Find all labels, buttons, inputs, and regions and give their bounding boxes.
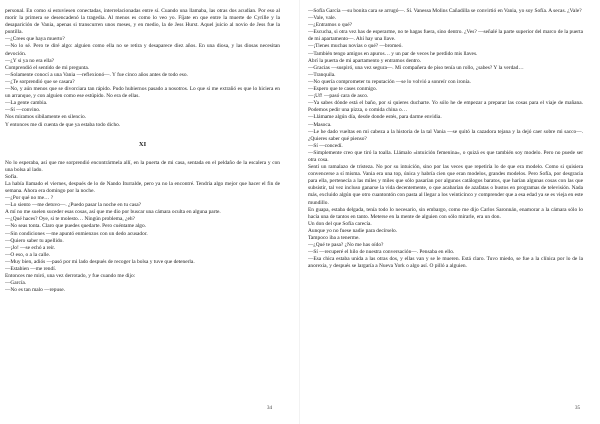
paragraph: —¿Entramos o qué?	[308, 22, 353, 29]
left-text-top	[5, 8, 280, 129]
paragraph: Entonces me miró, una vez derrotado, y fue cuando me dijo:	[5, 273, 136, 280]
paragraph: —O eso, o a la calle.	[5, 251, 51, 258]
paragraph: —¿Qué haces? Oye, si te molesto… Ningún problema, ¿eh?	[5, 216, 135, 223]
right-text	[308, 8, 583, 270]
gutter-divider	[299, 0, 300, 424]
paragraph: No lo esperaba, así que me sorprendió encontrármela allí, en la puerta de mi casa, sentada en el peldaño de la escalera y con una bolsa al lado.	[5, 159, 280, 173]
paragraph: —No quería comprometer tu reputación —se lo volvió a sonreír con ironía.	[308, 78, 471, 85]
paragraph: Aunque yo no fuese nadie para decírselo.	[308, 227, 398, 234]
paragraph: —¿Y si ya no era ella?	[5, 57, 55, 64]
paragraph: —Vale, vale.	[308, 15, 336, 22]
paragraph: —¡Jo! —se echó a reír.	[5, 244, 56, 251]
paragraph: —Sí —concedí.	[308, 142, 343, 149]
paragraph: A mí no me suelen suceder esas cosas, así que me dio por buscar una cámara oculta en alguna parte.	[5, 209, 221, 216]
paragraph: —No lo sé. Pero te diré algo: alguien como ella no se retira y desaparece diez años. En una diosa, y las diosas necesitan devoción.	[5, 43, 280, 57]
paragraph: —No, y aún menos que se divorciara tan rápido. Pudo hubiernos pasado a nosotros. Lo que sí me extrañó es que lo hiciera en un arranque, y con alguien como ese estúpido. No era de ellas.	[5, 86, 280, 100]
paragraph: Tampoco iba a tenerme.	[308, 235, 360, 241]
paragraph: —Escucha, si otra vez has de esperarme, no te hagas fuera, sino dentro. ¿Ves? —señalé la parte superior del marco de la puerta de mi apartamento—. Ahí hay una llave.	[308, 29, 583, 43]
right-page	[308, 8, 583, 413]
left-text-bottom	[5, 160, 280, 295]
paragraph: —Sí —recuperé el hilo de nuestra conversación—. Pensaba en ello.	[308, 249, 455, 256]
paragraph: —¿Te sorprendió que se casara?	[5, 78, 75, 85]
paragraph: —No seas tonta. Claro que puedes quedarte. Pero cuéntame algo.	[5, 223, 147, 230]
paragraph: —Estabien —me rendí.	[5, 266, 57, 272]
paragraph: —Espero que te cases conmigo.	[308, 86, 378, 93]
paragraph: —¿Por qué no me… ?	[5, 195, 54, 202]
paragraph: —Tranquila.	[308, 71, 336, 78]
paragraph: —Gracias —suspiró, una vez segura—. Mi compañera de piso tenía un rollo, ¿sabes? Y la verdad…	[308, 64, 524, 71]
paragraph: Sofía.	[5, 173, 18, 180]
paragraph: —García.	[5, 280, 27, 287]
paragraph: personal. En como si estuviesen conectadas, interrelacionadas entre sí. Cuando una llamaba, las otras dos acudían. Por eso al morir la primera se desencadenó la tragedia. Al menos es como lo veo yo. Fíjate en que entre la muerte de Cyrille y la desaparición de Vania, apenas si transcurren unos meses, y en medio, la de Jess Hurst. Aquel juicio al novio de Jess fue la puntilla.	[5, 8, 280, 36]
paragraph: —¡Uf! —pasó cara de asco.	[308, 93, 369, 100]
paragraph: —Solamente conocí a una Vania —reflexionó—. Y fue cinco años antes de todo eso.	[5, 71, 188, 78]
paragraph: Nos miramos sibilamente en silencio.	[5, 114, 86, 121]
paragraph: —Quiero saber tu apellido.	[5, 237, 64, 244]
paragraph: En guapa, estaba delgada, tenía todo lo necesario, sin embargo, como me dijo Carlos Saronnán, enamorar a la cámara sólo lo hacía una de tantos en tanto. Meterse en la mente de alguien con sólo mirarle, era un don.	[308, 206, 583, 220]
paragraph: —¿Crees que haya muerto?	[5, 36, 65, 43]
paragraph: La había llamado el viernes, después de lo de Nando Iturralde, pero ya no la encontré. Tendría algo mejor que hacer el fin de semana. Ahora era domingo por la noche.	[5, 180, 280, 194]
paragraph: —Masoca.	[308, 121, 332, 128]
left-page	[5, 8, 280, 413]
paragraph: —Sin condiciones —me apuntó enmienzos con un dedo acusador.	[5, 230, 148, 237]
page-number-right: 35	[575, 406, 580, 411]
chapter-heading: XI	[138, 140, 147, 148]
paragraph: —Simplemente creo que tiró la toalla. Llámalo «intuición femenina», o quizá es que también soy modelo. Pero no puede ser otra cosa.	[308, 149, 583, 163]
paragraph: —También tengo amigos en apuros… y un par de veces he perdido mis llaves.	[308, 50, 478, 57]
paragraph: —No es tan malo —repuse.	[5, 287, 66, 294]
paragraph: Un don del que Sofía carecía.	[308, 220, 372, 227]
paragraph: —Sí —convino.	[5, 107, 41, 114]
paragraph: —¡Tienes muchas novias o qué? —bromeó.	[308, 43, 403, 50]
paragraph: —Muy bien, adiós —pasó por mi lado después de recoger la bolsa y tuve que detenerla.	[5, 258, 195, 265]
paragraph: Comprendió el sentido de mi pregunta.	[5, 64, 90, 71]
paragraph: —Le he dado vueltas en mi cabeza a la historia de la tal Vania —se quitó la cazadora tejana y la dejó caer sobre mi sacco—. ¿Quieres saber qué pienso?	[308, 128, 583, 142]
paragraph: Sentí un ramalazo de tristeza. No por su intuición, sino por las veces que repetiría lo de que era modelo. Como si quisiera convencerse a sí misma. Vania era una top, única y habría cien que eran modelos, grandes modelos. Pero Sofía, por desgracia para ella, pertenecía a las miles y miles que sólo pasarían por algunos catálogos baratos, que harían algunas cosas con las que subsistir, tal vez incluso ganarse la vida decentemente, o que acabarían de azafatas o bustos en programas de televisión. Nada más, excluido algún que otro cuantontón con pasta al llegar a los veinticinco y comprender que a esa edad ya se es vieja en este mundillo.	[308, 164, 583, 206]
paragraph: Y entonces me di cuenta de que ya estaba todo dicho.	[5, 121, 121, 128]
paragraph: —Esa chica estaba unida a las otras dos, y ellas van y se le mueren. Está claro. Tuvo miedo, se fue a la clínica por lo de la anorexia, y después se largaría a Nueva York o algo así. O pilló a alguien.	[308, 256, 583, 270]
paragraph: —Ya sabes dónde está el baño, por si quieres ducharte. Yo sólo he de empezar a preparar las cosas para el viaje de mañana. Podemos pedir una pizza, o comida china o…	[308, 100, 583, 114]
paragraph: Abrí la puerta de mi apartamento y entramos dentro.	[308, 57, 422, 64]
page-number-left: 34	[267, 406, 272, 411]
paragraph: —Llámame algún día, desde donde estés, para darme envidia.	[308, 114, 442, 121]
paragraph: —¿Qué te pasa? ¿No me has oído?	[308, 242, 384, 249]
paragraph: —Sofía García —su bonita cara se arrugó—. Sí. Vanessa Molins Cañadilla se convirtió en Vania, yo soy Sofía. A secas. ¿Vale?	[308, 8, 582, 14]
paragraph: —Lo siento —me detuvo—. ¿Puedo pasar la noche en tu casa?	[5, 202, 142, 209]
paragraph: —La gente cambia.	[5, 100, 48, 107]
